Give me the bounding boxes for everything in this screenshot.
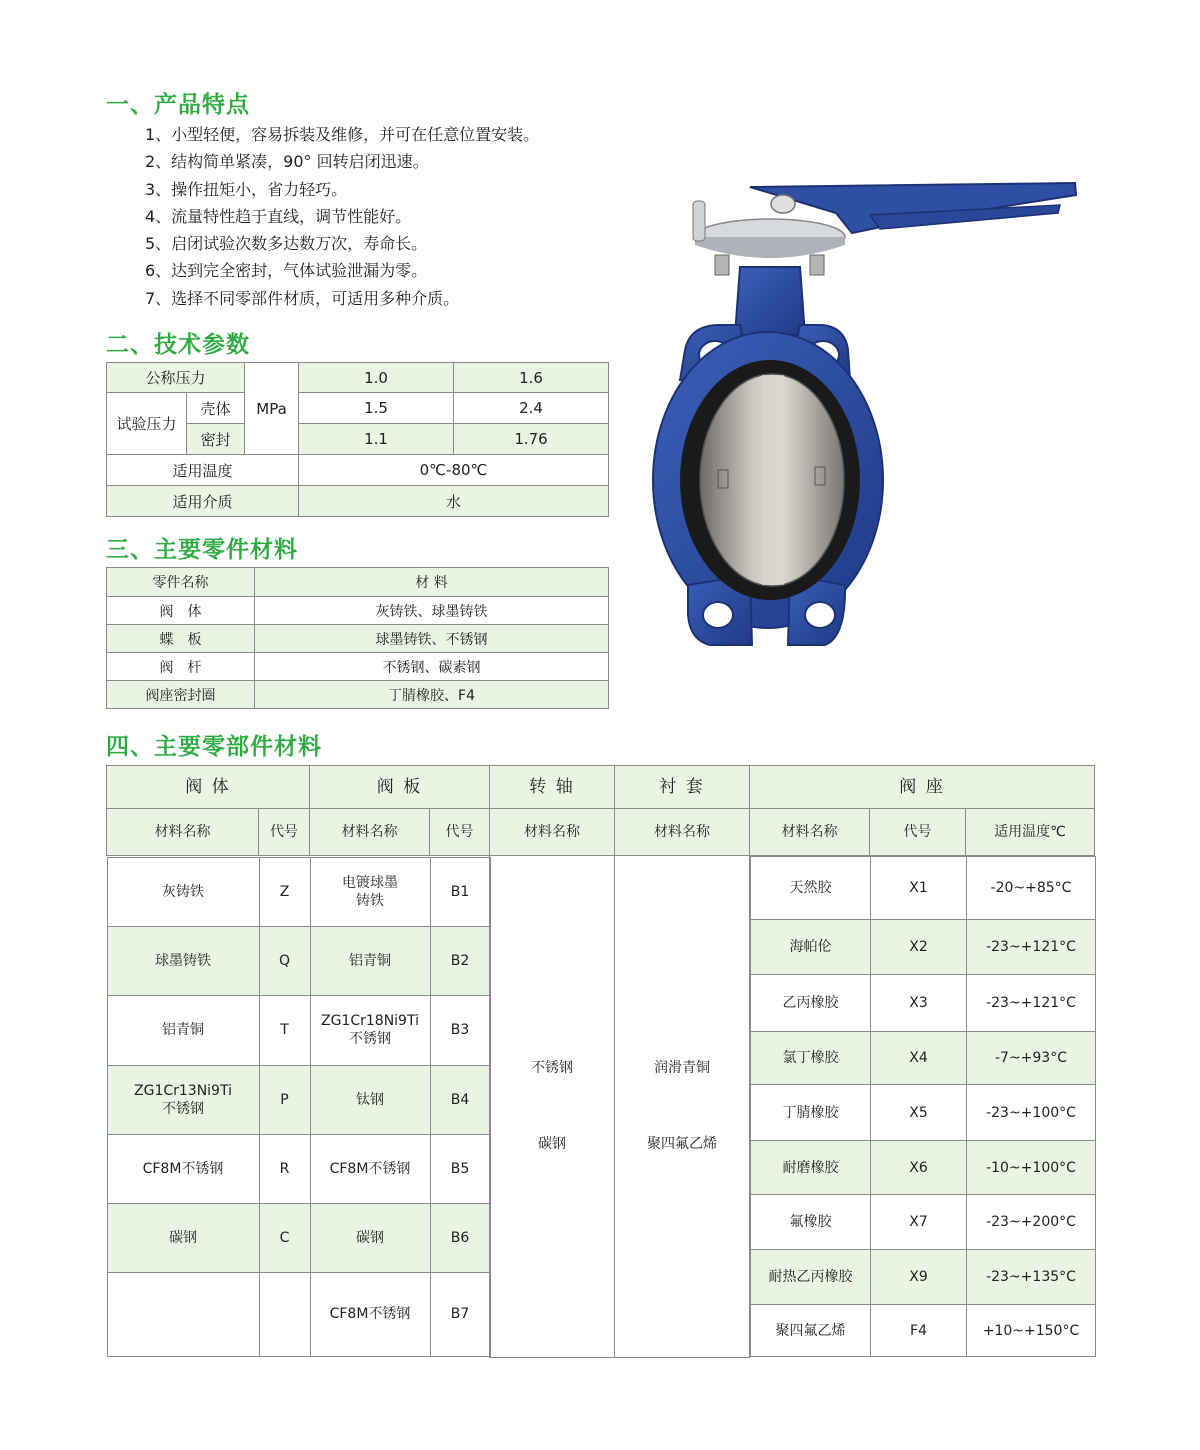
sub-header-name: 材料名称 — [615, 809, 750, 856]
medium-value: 水 — [299, 486, 609, 517]
seat-code: X4 — [871, 1032, 967, 1085]
feature-item: 3、操作扭矩小，省力轻巧。 — [145, 179, 348, 199]
part-material: 灰铸铁、球墨铸铁 — [255, 597, 609, 625]
medium-label: 适用介质 — [107, 486, 299, 517]
bushing-materials — [615, 856, 750, 1358]
disc-material: ZG1Cr18Ni9Ti 不锈钢 — [310, 995, 430, 1065]
disc-material: 电镀球墨 铸铁 — [310, 857, 430, 926]
section-title-part-materials: 三、主要零件材料 — [106, 537, 298, 563]
seat-code: X6 — [871, 1141, 967, 1195]
disc-code: B4 — [430, 1065, 490, 1134]
body-material: CF8M不锈钢 — [107, 1134, 259, 1203]
seat-code: X2 — [871, 920, 967, 975]
section-title-features: 一、产品特点 — [106, 92, 250, 118]
butterfly-valve-image — [640, 175, 1080, 665]
seat-temp: -20~+85°C — [967, 857, 1096, 920]
bushing-material: 聚四氟乙烯 — [647, 1136, 717, 1153]
body-code: C — [259, 1203, 310, 1272]
seat-temp: -23~+121°C — [967, 975, 1096, 1032]
sub-header-code: 代号 — [870, 809, 966, 856]
feature-item: 1、小型轻便，容易拆装及维修，并可在任意位置安装。 — [145, 125, 540, 144]
temperature-value: 0℃-80℃ — [299, 455, 609, 486]
seat-material: 乙丙橡胶 — [751, 975, 871, 1032]
feature-item: 6、达到完全密封，气体试验泄漏为零。 — [145, 261, 428, 281]
body-code: Q — [259, 926, 310, 995]
disc-code: B2 — [430, 926, 490, 995]
group-header-seat: 阀 座 — [750, 766, 1095, 809]
disc-code: B7 — [430, 1272, 490, 1356]
nominal-pressure-label: 公称压力 — [107, 363, 245, 393]
bushing-material: 润滑青铜 — [654, 1060, 710, 1077]
part-name: 蝶 板 — [107, 625, 255, 653]
seat-subtable — [750, 856, 1096, 1357]
component-materials-table — [106, 765, 1095, 1358]
part-name: 阀 体 — [107, 597, 255, 625]
sub-header-name: 材料名称 — [310, 809, 430, 856]
section-title-component-materials: 四、主要零部件材料 — [106, 734, 322, 760]
body-material: 灰铸铁 — [107, 857, 259, 926]
part-name: 阀 杆 — [107, 653, 255, 681]
body-material: 碳钢 — [107, 1203, 259, 1272]
part-material: 丁腈橡胶、F4 — [255, 681, 609, 709]
body-material: 球墨铸铁 — [107, 926, 259, 995]
seat-material: 丁腈橡胶 — [751, 1085, 871, 1141]
seat-material: 聚四氟乙烯 — [751, 1305, 871, 1357]
temperature-label: 适用温度 — [107, 455, 299, 486]
seat-temp: -23~+100°C — [967, 1085, 1096, 1141]
part-materials-table — [106, 567, 609, 709]
shell-value-1: 1.5 — [299, 393, 454, 424]
seat-material: 天然胶 — [751, 857, 871, 920]
group-header-disc: 阀 板 — [310, 766, 490, 809]
disc-code: B3 — [430, 995, 490, 1065]
parts-header-material: 材 料 — [255, 568, 609, 597]
disc-material: CF8M不锈钢 — [310, 1134, 430, 1203]
sub-header-name: 材料名称 — [107, 809, 259, 856]
shaft-material: 碳钢 — [538, 1136, 566, 1153]
seat-code: X3 — [871, 975, 967, 1032]
seat-temp: -10~+100°C — [967, 1141, 1096, 1195]
tech-params-table — [106, 362, 609, 517]
body-code: P — [259, 1065, 310, 1134]
shell-value-2: 2.4 — [454, 393, 609, 424]
sub-header-name: 材料名称 — [490, 809, 615, 856]
group-header-body: 阀 体 — [107, 766, 310, 809]
body-disc-subtable — [107, 857, 491, 1357]
sub-header-code: 代号 — [259, 809, 310, 856]
group-header-bushing: 衬 套 — [615, 766, 750, 809]
seat-material: 海帕伦 — [751, 920, 871, 975]
part-material: 球墨铸铁、不锈钢 — [255, 625, 609, 653]
test-pressure-label: 试验压力 — [107, 393, 187, 455]
feature-item: 7、选择不同零部件材质，可适用多种介质。 — [145, 288, 460, 308]
part-material: 不锈钢、碳素钢 — [255, 653, 609, 681]
disc-code: B1 — [430, 857, 490, 926]
disc-material: CF8M不锈钢 — [310, 1272, 430, 1356]
body-material: ZG1Cr13Ni9Ti 不锈钢 — [107, 1065, 259, 1134]
body-code: R — [259, 1134, 310, 1203]
seat-material: 氯丁橡胶 — [751, 1032, 871, 1085]
seat-material: 耐热乙丙橡胶 — [751, 1250, 871, 1305]
nominal-value-1: 1.0 — [299, 363, 454, 393]
feature-list — [145, 121, 539, 312]
seat-temp: +10~+150°C — [967, 1305, 1096, 1357]
disc-material: 碳钢 — [310, 1203, 430, 1272]
shaft-material: 不锈钢 — [531, 1060, 573, 1077]
feature-item: 2、结构简单紧凑，90° 回转启闭迅速。 — [145, 152, 429, 172]
body-code: Z — [259, 857, 310, 926]
seat-code: X9 — [871, 1250, 967, 1305]
body-code: T — [259, 995, 310, 1065]
sub-header-temp: 适用温度℃ — [966, 809, 1095, 856]
nominal-value-2: 1.6 — [454, 363, 609, 393]
body-material-empty — [107, 1272, 259, 1356]
seat-code: X1 — [871, 857, 967, 920]
seal-label: 密封 — [187, 424, 245, 455]
seat-temp: -23~+121°C — [967, 920, 1096, 975]
disc-code: B5 — [430, 1134, 490, 1203]
sub-header-code: 代号 — [430, 809, 490, 856]
part-name: 阀座密封圈 — [107, 681, 255, 709]
seat-temp: -23~+200°C — [967, 1195, 1096, 1250]
body-material: 铝青铜 — [107, 995, 259, 1065]
body-code-empty — [259, 1272, 310, 1356]
seal-value-1: 1.1 — [299, 424, 454, 455]
group-header-shaft: 转 轴 — [490, 766, 615, 809]
disc-code: B6 — [430, 1203, 490, 1272]
disc-material: 铝青铜 — [310, 926, 430, 995]
feature-item: 5、启闭试验次数多达数万次，寿命长。 — [145, 234, 428, 254]
shell-label: 壳体 — [187, 393, 245, 424]
parts-header-name: 零件名称 — [107, 568, 255, 597]
section-title-tech-params: 二、技术参数 — [106, 332, 250, 358]
seal-value-2: 1.76 — [454, 424, 609, 455]
seat-code: F4 — [871, 1305, 967, 1357]
feature-item: 4、流量特性趋于直线，调节性能好。 — [145, 206, 412, 226]
seat-material: 耐磨橡胶 — [751, 1141, 871, 1195]
pressure-unit: MPa — [245, 363, 299, 455]
seat-temp: -7~+93°C — [967, 1032, 1096, 1085]
disc-material: 钛钢 — [310, 1065, 430, 1134]
seat-temp: -23~+135°C — [967, 1250, 1096, 1305]
seat-code: X5 — [871, 1085, 967, 1141]
shaft-materials — [490, 856, 615, 1358]
seat-code: X7 — [871, 1195, 967, 1250]
sub-header-name: 材料名称 — [750, 809, 870, 856]
seat-material: 氟橡胶 — [751, 1195, 871, 1250]
